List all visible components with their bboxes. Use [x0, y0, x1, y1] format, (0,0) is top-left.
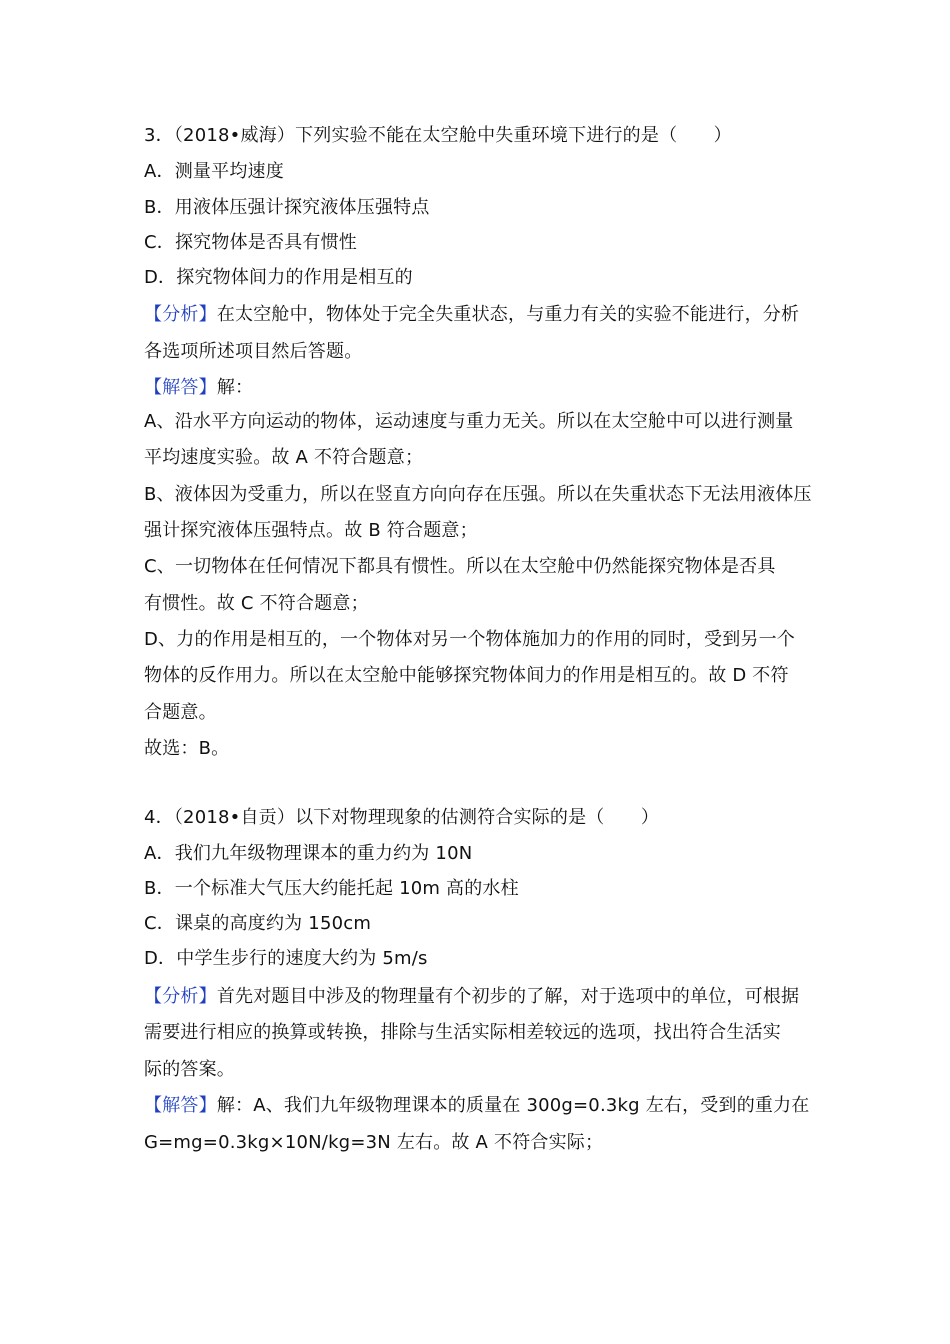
q4-analysis-line-1 [144, 985, 824, 1009]
q3-option-b: B．用液体压强计探究液体压强特点 [144, 197, 430, 218]
q3-answer-line-9: 合题意。 [144, 702, 217, 723]
q3-answer-line-4: 强计探究液体压强特点。故 B 符合题意； [144, 520, 478, 541]
q3-answer-line-3: B、液体因为受重力，所以在竖直方向向存在压强。所以在失重状态下无法用液体压 [144, 484, 812, 505]
q4-answer-first: 解：A、我们九年级物理课本的质量在 300g=0.3kg 左右，受到的重力在 [216, 1095, 810, 1116]
q3-answer-tag: 【解答】 [144, 377, 217, 398]
q4-stem: 4．（2018•自贡）以下对物理现象的估测符合实际的是（ ） [144, 807, 660, 828]
q4-analysis-line-3: 际的答案。 [144, 1059, 235, 1080]
q3-answer-line-2: 平均速度实验。故 A 不符合题意； [144, 447, 424, 468]
q4-answer-line-2: G=mg=0.3kg×10N/kg=3N 左右。故 A 不符合实际； [144, 1132, 604, 1153]
q3-answer-line-8: 物体的反作用力。所以在太空舱中能够探究物体间力的作用是相互的。故 D 不符 [144, 665, 789, 686]
q3-option-d: D．探究物体间力的作用是相互的 [144, 267, 413, 288]
q3-answer-line-6: 有惯性。故 C 不符合题意； [144, 593, 369, 614]
q3-option-a: A．测量平均速度 [144, 161, 284, 182]
q3-analysis-tag: 【分析】 [144, 304, 217, 325]
q3-answer-line-7: D、力的作用是相互的，一个物体对另一个物体施加力的作用的同时，受到另一个 [144, 629, 796, 650]
q3-answer-line-10: 故选：B。 [144, 738, 230, 759]
q3-answer-intro: 解： [216, 377, 254, 398]
q4-option-d: D．中学生步行的速度大约为 5m/s [144, 948, 428, 969]
q3-analysis-line-2: 各选项所述项目然后答题。 [144, 341, 363, 362]
q4-analysis-line-2: 需要进行相应的换算或转换，排除与生活实际相差较远的选项，找出符合生活实 [144, 1022, 781, 1043]
q4-analysis-tag: 【分析】 [144, 986, 217, 1007]
q3-answer-line-5: C、一切物体在任何情况下都具有惯性。所以在太空舱中仍然能探究物体是否具 [144, 556, 776, 577]
q4-option-c: C．课桌的高度约为 150cm [144, 913, 372, 934]
q3-option-c: C．探究物体是否具有惯性 [144, 232, 357, 253]
q3-answer-line-1: A、沿水平方向运动的物体，运动速度与重力无关。所以在太空舱中可以进行测量 [144, 411, 794, 432]
q4-option-b: B．一个标准大气压大约能托起 10m 高的水柱 [144, 878, 519, 899]
q4-analysis-text: 首先对题目中涉及的物理量有个初步的了解，对于选项中的单位，可根据 [216, 986, 800, 1007]
q4-answer-line-1 [144, 1094, 824, 1118]
q3-stem: 3．（2018•威海）下列实验不能在太空舱中失重环境下进行的是（ ） [144, 125, 732, 146]
q3-answer-header [144, 376, 824, 400]
q4-answer-tag: 【解答】 [144, 1095, 217, 1116]
q3-analysis-text: 在太空舱中，物体处于完全失重状态，与重力有关的实验不能进行，分析 [216, 304, 800, 325]
q4-option-a: A．我们九年级物理课本的重力约为 10N [144, 843, 473, 864]
q3-analysis-line-1 [144, 303, 824, 327]
